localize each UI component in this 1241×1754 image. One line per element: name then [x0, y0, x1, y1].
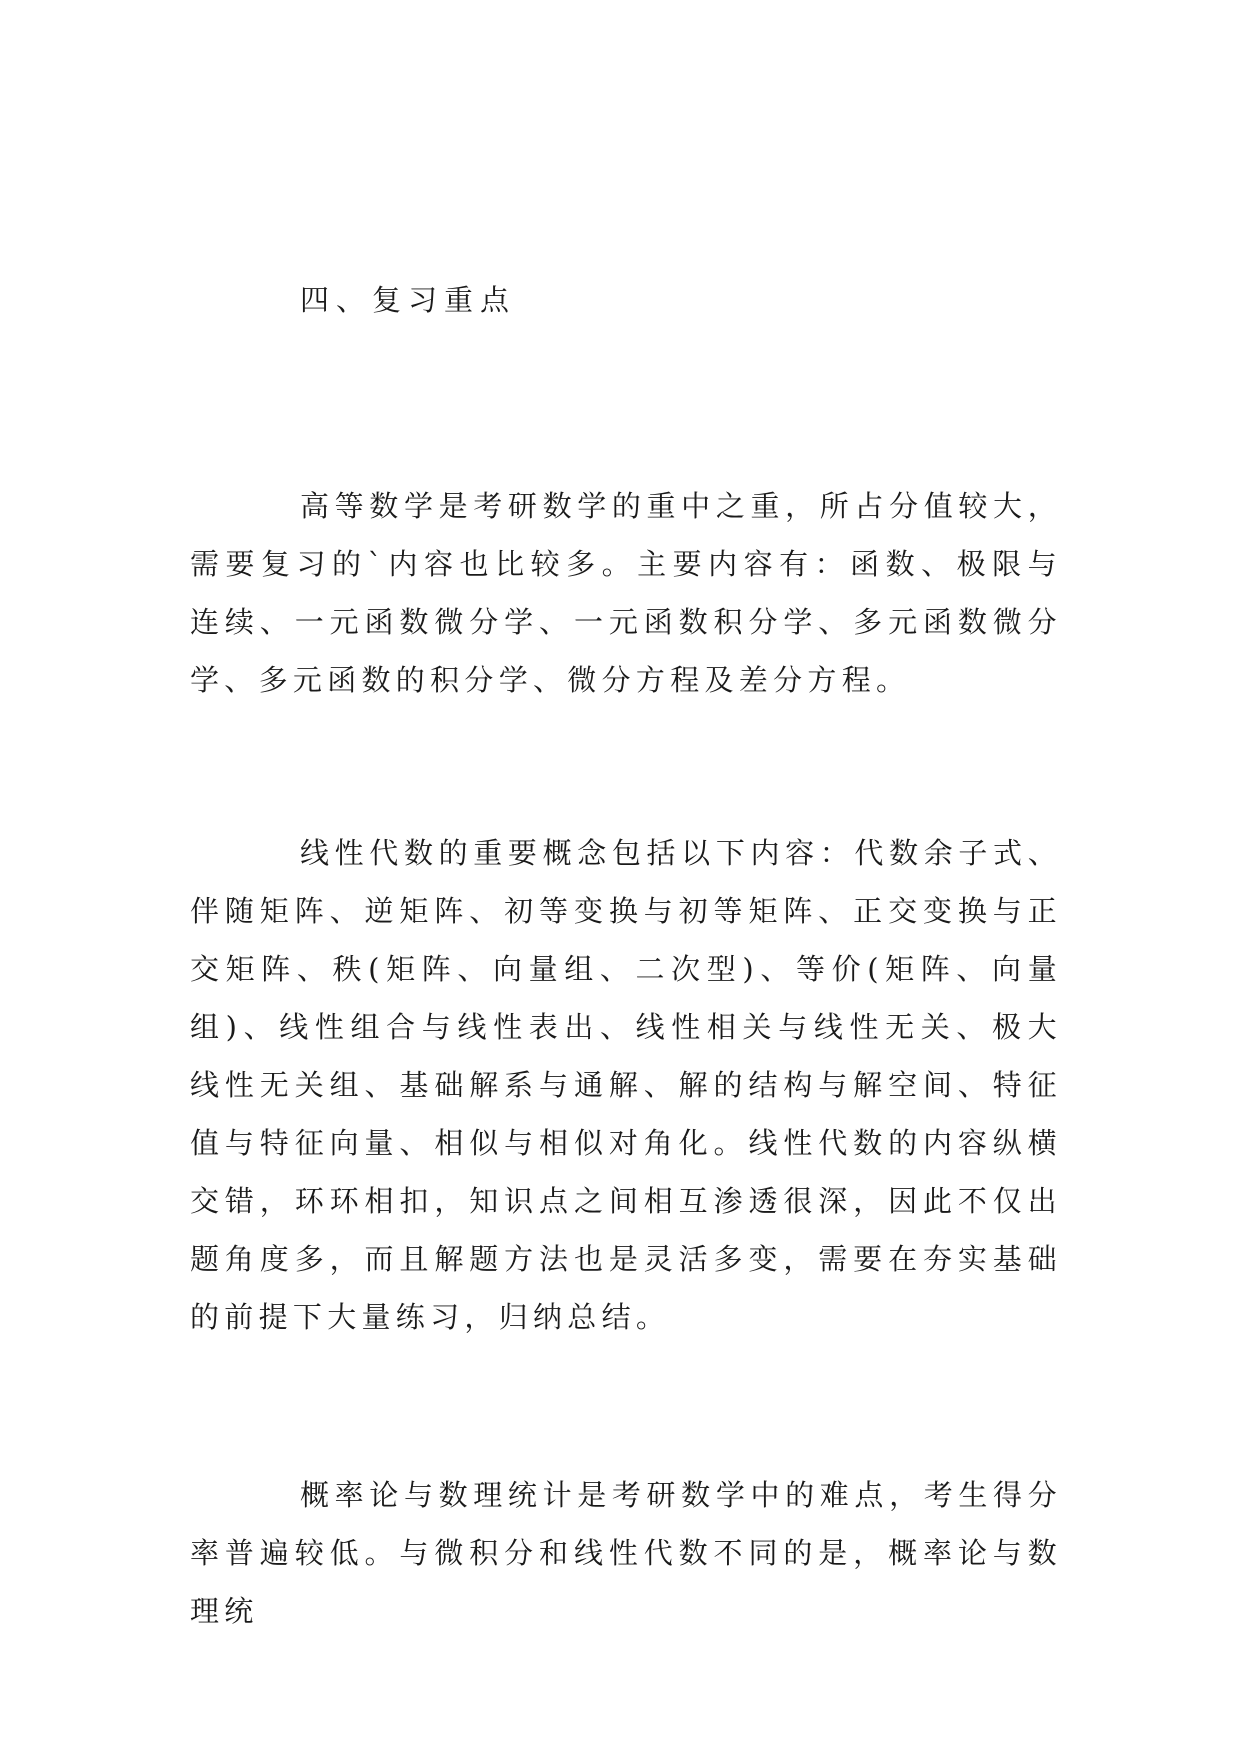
paragraph-probability: 概率论与数理统计是考研数学中的难点，考生得分率普遍较低。与微积分和线性代数不同的是，概率论与数理统	[190, 1478, 1062, 1628]
paragraph-advanced-math: 高等数学是考研数学的重中之重，所占分值较大，需要复习的`内容也比较多。主要内容有：函数、极限与连续、一元函数微分学、一元函数积分学、多元函数微分学、多元函数的积分学、微分方程及差分方程。	[190, 489, 1062, 697]
section-heading: 四、复习重点	[300, 283, 517, 317]
paragraph-linear-algebra: 线性代数的重要概念包括以下内容：代数余子式、伴随矩阵、逆矩阵、初等变换与初等矩阵、正交变换与正交矩阵、秩(矩阵、向量组、二次型)、等价(矩阵、向量组)、线性组合与线性表出、线性相关与线性无关、极大线性无关组、基础解系与通解、解的结构与解空间、特征值与特征向量、相似与相似对角化。线性代数的内容纵横交错，环环相扣，知识点之间相互渗透很深，因此不仅出题角度多，而且解题方法也是灵活多变，需要在夯实基础的前提下大量练习，归纳总结。	[190, 836, 1062, 1334]
